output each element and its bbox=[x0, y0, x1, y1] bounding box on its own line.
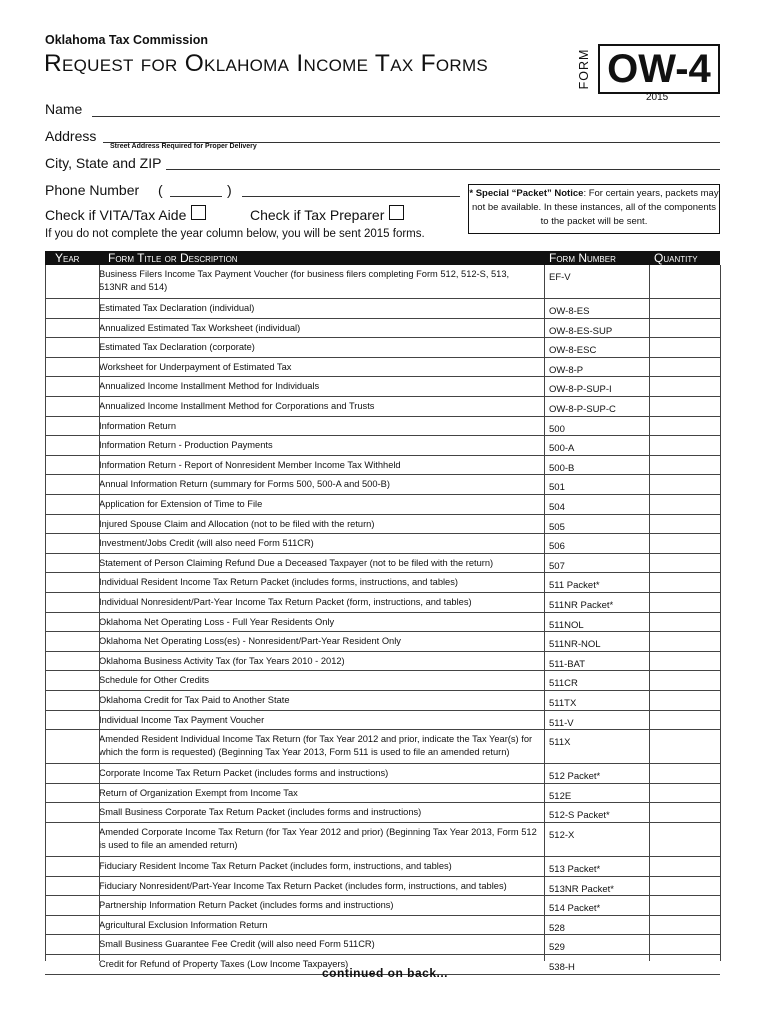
quantity-cell[interactable] bbox=[649, 896, 720, 915]
year-cell[interactable] bbox=[45, 397, 99, 416]
year-cell[interactable] bbox=[45, 935, 99, 954]
year-cell[interactable] bbox=[45, 377, 99, 396]
form-number-cell: EF-V bbox=[549, 272, 571, 283]
form-number-cell: 506 bbox=[549, 541, 565, 553]
form-description: Statement of Person Claiming Refund Due a Deceased Taxpayer (not to be filed with the return) bbox=[99, 557, 494, 568]
table-row bbox=[45, 475, 720, 495]
form-label-text: FORM bbox=[577, 48, 591, 90]
form-number-cell: OW-8-ES bbox=[549, 306, 590, 317]
year-cell[interactable] bbox=[45, 916, 99, 935]
quantity-cell[interactable] bbox=[649, 573, 720, 592]
table-row bbox=[45, 784, 720, 804]
table-row bbox=[45, 823, 720, 857]
form-description: Credit for Refund of Property Taxes (Low Income Taxpayers) bbox=[99, 959, 349, 969]
quantity-cell[interactable] bbox=[649, 534, 720, 553]
form-number-cell: 528 bbox=[549, 922, 565, 934]
form-number-cell: 512-S Packet* bbox=[549, 810, 610, 822]
form-number: OW-4 bbox=[607, 47, 711, 91]
year-cell[interactable] bbox=[45, 299, 99, 318]
continued-note: continued on back... bbox=[321, 966, 448, 980]
quantity-cell[interactable] bbox=[649, 803, 720, 822]
quantity-cell[interactable] bbox=[649, 593, 720, 612]
quantity-cell[interactable] bbox=[649, 784, 720, 803]
quantity-cell[interactable] bbox=[649, 613, 720, 632]
form-number-cell: OW-8-ES-SUP bbox=[549, 325, 613, 337]
form-description: Amended Resident Individual Income Tax Return (for Tax Year 2012 and prior, indicate the Tax Year(s) for which the form is requested) (Beginning Tax Year 2013, Form 511 is used to file an amended return) bbox=[99, 734, 533, 758]
form-number-column-divider bbox=[544, 265, 545, 961]
year-cell[interactable] bbox=[45, 691, 99, 710]
form-number-cell: 505 bbox=[549, 521, 565, 533]
table-row bbox=[45, 265, 720, 299]
form-number-cell: 513 Packet* bbox=[549, 864, 601, 875]
vita-checkbox[interactable] bbox=[191, 205, 206, 220]
table-row bbox=[45, 857, 720, 877]
table-row bbox=[45, 534, 720, 554]
quantity-cell[interactable] bbox=[649, 935, 720, 954]
table-row bbox=[45, 436, 720, 456]
form-description: Individual Nonresident/Part-Year Income Tax Return Packet (form, instructions, and tables) bbox=[99, 597, 472, 607]
form-description: Annual Information Return (summary for Forms 500, 500-A and 500-B) bbox=[99, 479, 390, 490]
year-cell[interactable] bbox=[45, 857, 99, 876]
quantity-cell[interactable] bbox=[649, 436, 720, 455]
form-number-box bbox=[598, 44, 720, 94]
form-description: Fiduciary Nonresident/Part-Year Income Tax Return Packet (includes form, instructions, and tables) bbox=[99, 880, 507, 891]
form-number-cell: 511X bbox=[549, 737, 571, 749]
form-label bbox=[574, 44, 594, 94]
year-cell[interactable] bbox=[45, 613, 99, 632]
quantity-cell[interactable] bbox=[649, 358, 720, 377]
form-number-cell: 511 Packet* bbox=[549, 580, 600, 592]
form-description: Schedule for Other Credits bbox=[99, 675, 210, 686]
form-number-cell: 538-H bbox=[549, 962, 575, 973]
table-row bbox=[45, 730, 720, 764]
quantity-cell[interactable] bbox=[649, 515, 720, 534]
table-row bbox=[45, 338, 720, 358]
form-description: Individual Resident Income Tax Return Packet (includes forms, instructions, and tables) bbox=[99, 577, 458, 588]
table-row bbox=[45, 456, 720, 476]
year-cell[interactable] bbox=[45, 515, 99, 534]
form-description: Oklahoma Credit for Tax Paid to Another State bbox=[99, 695, 290, 705]
table-row bbox=[45, 691, 720, 711]
quantity-cell[interactable] bbox=[649, 319, 720, 338]
header-quantity: Quantity bbox=[654, 251, 698, 265]
form-description: Investment/Jobs Credit (will also need Form 511CR) bbox=[99, 538, 314, 549]
year-cell[interactable] bbox=[45, 803, 99, 822]
form-number-cell: 511-BAT bbox=[549, 658, 586, 670]
quantity-cell[interactable] bbox=[649, 730, 720, 763]
table-row bbox=[45, 495, 720, 515]
year-cell[interactable] bbox=[45, 475, 99, 494]
header-form-title: Form Title or Description bbox=[108, 251, 238, 265]
table-row bbox=[45, 671, 720, 691]
table-row bbox=[45, 877, 720, 897]
quantity-cell[interactable] bbox=[649, 417, 720, 436]
year-cell[interactable] bbox=[45, 652, 99, 671]
form-description: Amended Corporate Income Tax Return (for Tax Year 2012 and prior) (Beginning Tax Year 2013, Form 512 is used to file an amended return) bbox=[99, 827, 537, 850]
year-cell[interactable] bbox=[45, 573, 99, 592]
table-row bbox=[45, 515, 720, 535]
form-number-cell: 507 bbox=[549, 560, 565, 572]
form-number-cell: 513NR Packet* bbox=[549, 883, 614, 895]
agency-name: Oklahoma Tax Commission bbox=[45, 33, 209, 47]
year-cell[interactable] bbox=[45, 764, 99, 783]
form-description: Injured Spouse Claim and Allocation (not to be filed with the return) bbox=[99, 518, 375, 529]
year-cell[interactable] bbox=[45, 319, 99, 338]
page-title: Request for Oklahoma Income Tax Forms bbox=[44, 50, 489, 77]
table-row bbox=[45, 319, 720, 339]
quantity-cell[interactable] bbox=[649, 397, 720, 416]
form-number-cell: OW-8-P-SUP-I bbox=[549, 384, 612, 396]
year-cell[interactable] bbox=[45, 358, 99, 377]
quantity-cell[interactable] bbox=[649, 475, 720, 494]
form-description: Information Return - Production Payments bbox=[99, 440, 273, 451]
table-row bbox=[45, 299, 720, 319]
form-description: Application for Extension of Time to File bbox=[99, 499, 263, 509]
table-row bbox=[45, 417, 720, 437]
form-description: Worksheet for Underpayment of Estimated Tax bbox=[99, 361, 292, 372]
form-number-cell: 511NR-NOL bbox=[549, 639, 601, 651]
table-header bbox=[45, 251, 720, 265]
form-description: Partnership Information Return Packet (includes forms and instructions) bbox=[99, 900, 394, 911]
vita-label: Check if VITA/Tax Aide bbox=[45, 207, 187, 223]
street-address-hint: Street Address Required for Proper Delivery bbox=[110, 143, 257, 150]
form-description: Information Return - Report of Nonresident Member Income Tax Withheld bbox=[99, 459, 401, 470]
quantity-cell[interactable] bbox=[649, 456, 720, 475]
year-cell[interactable] bbox=[45, 456, 99, 475]
city-state-zip-label: City, State and ZIP bbox=[45, 155, 162, 171]
table-row bbox=[45, 397, 720, 417]
table-row bbox=[45, 358, 720, 378]
form-description: Estimated Tax Declaration (individual) bbox=[99, 303, 255, 313]
quantity-cell[interactable] bbox=[649, 632, 720, 651]
quantity-cell[interactable] bbox=[649, 691, 720, 710]
form-description: Individual Income Tax Payment Voucher bbox=[99, 714, 265, 725]
form-description: Business Filers Income Tax Payment Voucher (for business filers completing Form 512, 512-S, 513, 513NR and 514) bbox=[99, 269, 510, 292]
year-cell[interactable] bbox=[45, 784, 99, 803]
year-cell[interactable] bbox=[45, 338, 99, 357]
form-number-cell: 511TX bbox=[549, 698, 577, 709]
year-cell[interactable] bbox=[45, 711, 99, 730]
name-label: Name bbox=[45, 101, 83, 117]
form-number-cell: 500 bbox=[549, 423, 565, 435]
table-row bbox=[45, 764, 720, 784]
quantity-cell[interactable] bbox=[649, 299, 720, 318]
form-description: Small Business Corporate Tax Return Packet (includes forms and instructions) bbox=[99, 807, 422, 818]
packet-notice-text: : For certain years, packets may not be available. In these instances, all of the components to the packet will be sent. bbox=[472, 188, 719, 227]
table-left-border bbox=[45, 265, 46, 961]
address-label: Address bbox=[45, 128, 97, 144]
form-number-cell: OW-8-ESC bbox=[549, 345, 597, 357]
form-number-cell: OW-8-P-SUP-C bbox=[549, 404, 616, 415]
tax-preparer-label: Check if Tax Preparer bbox=[250, 207, 385, 223]
form-number-cell: OW-8-P bbox=[549, 364, 584, 376]
phone-number-field[interactable] bbox=[242, 196, 460, 197]
table-row bbox=[45, 916, 720, 936]
form-description: Oklahoma Net Operating Loss(es) - Nonresident/Part-Year Resident Only bbox=[99, 636, 401, 647]
form-number-cell: 511NR Packet* bbox=[549, 600, 614, 611]
year-cell[interactable] bbox=[45, 823, 99, 856]
year-cell[interactable] bbox=[45, 265, 99, 298]
year-cell[interactable] bbox=[45, 877, 99, 896]
city-state-zip-field[interactable] bbox=[166, 169, 720, 170]
form-description: Oklahoma Business Activity Tax (for Tax Years 2010 - 2012) bbox=[99, 655, 345, 666]
form-description: Corporate Income Tax Return Packet (includes forms and instructions) bbox=[99, 768, 389, 779]
year-cell[interactable] bbox=[45, 593, 99, 612]
quantity-cell[interactable] bbox=[649, 652, 720, 671]
form-number-cell: 501 bbox=[549, 482, 565, 494]
quantity-cell[interactable] bbox=[649, 857, 720, 876]
form-number-cell: 500-B bbox=[549, 462, 575, 474]
packet-notice-title: * Special “Packet” Notice bbox=[469, 188, 584, 199]
form-year: 2015 bbox=[646, 92, 669, 103]
form-description: Annualized Income Installment Method for Corporations and Trusts bbox=[99, 401, 375, 411]
form-number-cell: 514 Packet* bbox=[549, 903, 601, 915]
form-description: Annualized Income Installment Method for Individuals bbox=[99, 381, 320, 392]
form-number-cell: 512-X bbox=[549, 830, 575, 841]
year-column-divider bbox=[99, 265, 100, 961]
year-cell[interactable] bbox=[45, 554, 99, 573]
quantity-column-divider bbox=[649, 265, 650, 961]
quantity-cell[interactable] bbox=[649, 495, 720, 514]
year-cell[interactable] bbox=[45, 534, 99, 553]
form-number-cell: 529 bbox=[549, 942, 565, 954]
year-cell[interactable] bbox=[45, 417, 99, 436]
year-cell[interactable] bbox=[45, 495, 99, 514]
form-number-cell: 512 Packet* bbox=[549, 771, 601, 783]
quantity-cell[interactable] bbox=[649, 823, 720, 856]
form-description: Oklahoma Net Operating Loss - Full Year Residents Only bbox=[99, 616, 335, 627]
quantity-cell[interactable] bbox=[649, 877, 720, 896]
form-number-cell: 511-V bbox=[549, 717, 574, 729]
table-row bbox=[45, 632, 720, 652]
header-year: Year bbox=[55, 251, 80, 265]
table-right-border bbox=[720, 265, 721, 961]
table-row bbox=[45, 593, 720, 613]
quantity-cell[interactable] bbox=[649, 764, 720, 783]
quantity-cell[interactable] bbox=[649, 916, 720, 935]
form-description: Small Business Guarantee Fee Credit (will also need Form 511CR) bbox=[99, 939, 375, 950]
table-row bbox=[45, 573, 720, 593]
table-row bbox=[45, 554, 720, 574]
year-cell[interactable] bbox=[45, 896, 99, 915]
quantity-cell[interactable] bbox=[649, 554, 720, 573]
table-row bbox=[45, 711, 720, 731]
quantity-cell[interactable] bbox=[649, 671, 720, 690]
phone-open-paren: ( bbox=[158, 182, 163, 198]
year-cell[interactable] bbox=[45, 671, 99, 690]
quantity-cell[interactable] bbox=[649, 338, 720, 357]
form-description: Estimated Tax Declaration (corporate) bbox=[99, 342, 255, 353]
table-row bbox=[45, 377, 720, 397]
form-number-cell: 511NOL bbox=[549, 619, 584, 631]
quantity-cell[interactable] bbox=[649, 711, 720, 730]
quantity-cell[interactable] bbox=[649, 377, 720, 396]
packet-notice bbox=[468, 184, 720, 234]
form-description: Return of Organization Exempt from Income Tax bbox=[99, 787, 298, 798]
form-number-cell: 511CR bbox=[549, 678, 578, 690]
phone-label: Phone Number bbox=[45, 182, 140, 198]
form-description: Annualized Estimated Tax Worksheet (individual) bbox=[99, 322, 301, 333]
year-instruction: If you do not complete the year column below, you will be sent 2015 forms. bbox=[45, 228, 425, 240]
table-row bbox=[45, 652, 720, 672]
form-number-cell: 500-A bbox=[549, 443, 575, 455]
form-description: Fiduciary Resident Income Tax Return Packet (includes form, instructions, and tables) bbox=[99, 861, 452, 871]
table-row bbox=[45, 896, 720, 916]
header-form-number: Form Number bbox=[549, 251, 616, 265]
table-row bbox=[45, 613, 720, 633]
phone-area-code-field[interactable] bbox=[170, 196, 222, 197]
name-field[interactable] bbox=[92, 116, 720, 117]
phone-close-paren: ) bbox=[227, 182, 232, 198]
year-cell[interactable] bbox=[45, 632, 99, 651]
form-number-cell: 504 bbox=[549, 502, 565, 513]
tax-preparer-checkbox[interactable] bbox=[389, 205, 404, 220]
form-number-cell: 512E bbox=[549, 790, 572, 802]
table-row bbox=[45, 803, 720, 823]
year-cell[interactable] bbox=[45, 730, 99, 763]
year-cell[interactable] bbox=[45, 436, 99, 455]
table-row bbox=[45, 935, 720, 955]
form-description: Agricultural Exclusion Information Return bbox=[99, 919, 268, 930]
quantity-cell[interactable] bbox=[649, 265, 720, 298]
form-description: Information Return bbox=[99, 420, 176, 431]
